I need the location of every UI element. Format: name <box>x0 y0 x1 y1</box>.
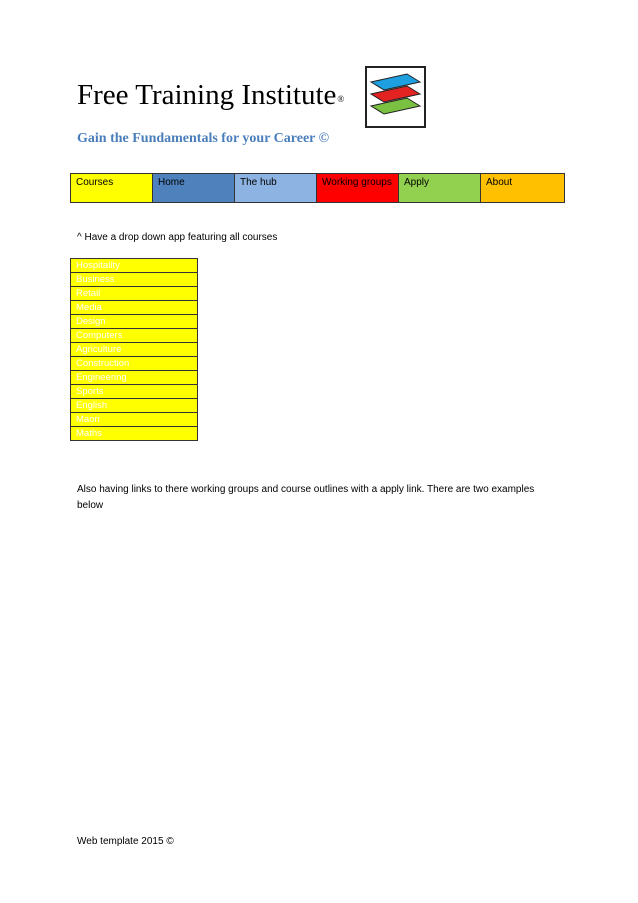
course-item-computers[interactable]: Computers <box>70 329 198 343</box>
nav-item-the-hub[interactable]: The hub <box>235 174 317 202</box>
nav-bar <box>70 173 565 203</box>
course-item-engineering[interactable]: Engineering <box>70 371 198 385</box>
nav-item-working-groups[interactable]: Working groups <box>317 174 399 202</box>
course-item-hospitality[interactable]: Hospitality <box>70 259 198 273</box>
course-item-maori[interactable]: Maori <box>70 413 198 427</box>
course-item-agriculture[interactable]: Agriculture <box>70 343 198 357</box>
nav-item-courses[interactable]: Courses <box>71 174 153 202</box>
nav-item-about[interactable]: About <box>481 174 564 202</box>
logo-layer-red <box>371 86 420 102</box>
course-item-media[interactable]: Media <box>70 301 198 315</box>
nav-item-apply[interactable]: Apply <box>399 174 481 202</box>
nav-item-home[interactable]: Home <box>153 174 235 202</box>
dropdown-note: ^ Have a drop down app featuring all courses <box>77 232 278 243</box>
courses-dropdown-list <box>70 258 198 441</box>
course-item-retail[interactable]: Retail <box>70 287 198 301</box>
course-item-business[interactable]: Business <box>70 273 198 287</box>
registered-mark: ® <box>337 94 345 104</box>
stacked-layers-logo-icon <box>365 66 426 128</box>
course-item-maths[interactable]: Maths <box>70 427 198 441</box>
course-item-construction[interactable]: Construction <box>70 357 198 371</box>
site-title-text: Free Training Institute <box>77 79 337 111</box>
logo-layer-green <box>371 98 420 114</box>
site-title <box>77 79 344 112</box>
course-item-sports[interactable]: Sports <box>70 385 198 399</box>
course-item-design[interactable]: Design <box>70 315 198 329</box>
site-subtitle: Gain the Fundamentals for your Career © <box>77 131 330 146</box>
links-note: Also having links to there working groups and course outlines with a apply link. There are two examples below <box>77 484 535 511</box>
course-item-english[interactable]: English <box>70 399 198 413</box>
footer-text: Web template 2015 © <box>77 836 174 847</box>
logo-layer-blue <box>371 74 420 90</box>
